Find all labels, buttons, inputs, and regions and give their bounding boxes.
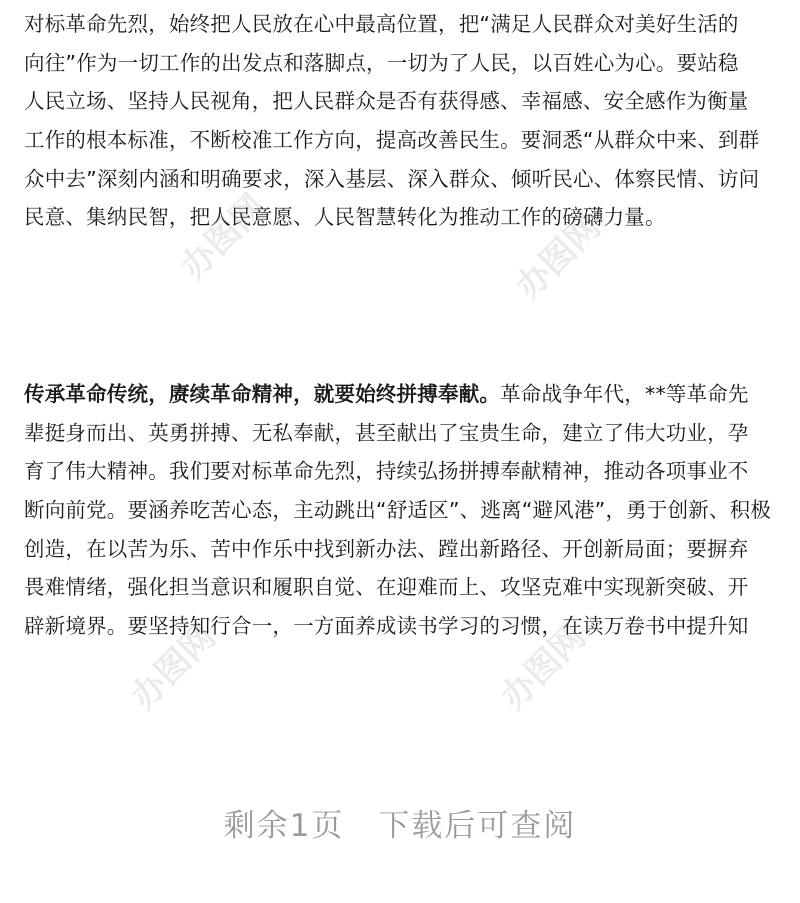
text-line: 民意、集纳民智，把人民意愿、人民智慧转化为推动工作的磅礴力量。 xyxy=(24,205,666,230)
text-line: 断向前党。要涵养吃苦心态，主动跳出“舒适区”、逃离“避风港”，勇于创新、积极 xyxy=(24,498,772,523)
watermark: 办图网 xyxy=(508,206,609,308)
text-line: 人民立场、坚持人民视角，把人民群众是否有获得感、幸福感、安全感作为衡量 xyxy=(24,89,749,114)
preview-limit-notice[interactable] xyxy=(0,800,800,845)
paragraph-people-centered xyxy=(24,5,780,237)
text-line: 创造，在以苦为乐、苦中作乐中找到新办法、蹚出新路径、开创新局面；要摒弃 xyxy=(24,536,749,561)
text-segment: 革命战争年代，**等革命先 xyxy=(500,382,749,406)
text-line: 辟新境界。要坚持知行合一，一方面养成读书学习的习惯，在读万卷书中提升知 xyxy=(24,614,749,639)
text-line: 对标革命先烈，始终把人民放在心中最高位置，把“满足人民群众对美好生活的 xyxy=(24,12,739,36)
bold-lead-sentence: 传承革命传统，赓续革命精神，就要始终拼搏奉献。 xyxy=(24,382,501,406)
text-line: 畏难情绪，强化担当意识和履职自觉、在迎难而上、攻坚克难中实现新突破、开 xyxy=(24,575,749,600)
text-line: 育了伟大精神。我们要对标革命先烈，持续弘扬拼搏奉献精神，推动各项事业不 xyxy=(24,459,749,484)
paragraph-dedication xyxy=(24,375,780,646)
watermark: 办图网 xyxy=(173,186,274,288)
watermark: 办图网 xyxy=(123,616,224,718)
watermark: 办图网 xyxy=(493,616,594,718)
download-to-view-label: 下载后可查阅 xyxy=(378,808,577,844)
text-line: 向往”作为一切工作的出发点和落脚点，一切为了人民，以百姓心为心。要站稳 xyxy=(24,50,739,75)
text-line: 辈挺身而出、英勇拼搏、无私奉献，甚至献出了宝贵生命，建立了伟大功业，孕 xyxy=(24,420,749,445)
text-line xyxy=(24,375,780,414)
remaining-pages-label: 剩余1页 xyxy=(223,808,345,844)
text-line: 工作的根本标准，不断校准工作方向，提高改善民生。要洞悉“从群众中来、到群 xyxy=(24,128,760,153)
text-line: 众中去”深刻内涵和明确要求，深入基层、深入群众、倾听民心、体察民情、访问 xyxy=(24,166,760,191)
